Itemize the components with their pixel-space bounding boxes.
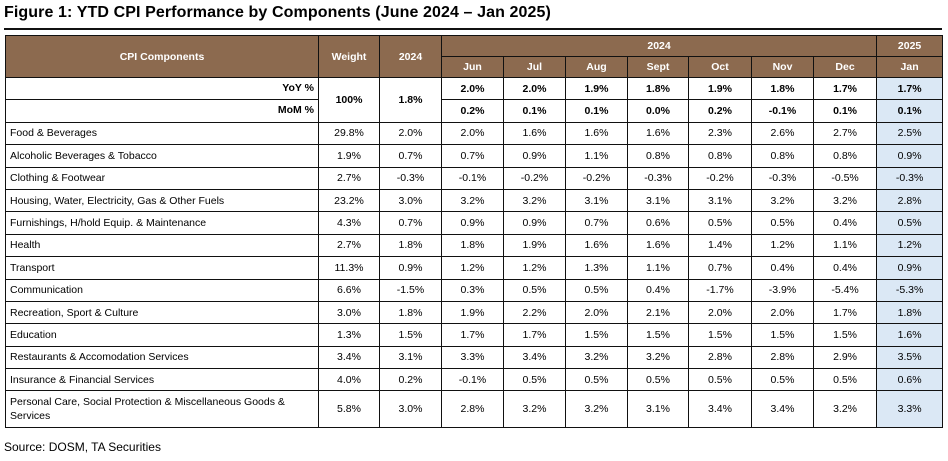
component-value: -0.2%: [689, 167, 752, 189]
component-value: 1.2%: [877, 234, 943, 256]
yoy-value: 1.8%: [752, 78, 814, 100]
component-name: Furnishings, H/hold Equip. & Maintenance: [6, 212, 319, 234]
component-2024: 2.0%: [380, 122, 442, 144]
table-row: [6, 279, 943, 301]
component-value: 3.1%: [628, 189, 689, 211]
table-row: [6, 391, 943, 428]
mom-value: 0.1%: [814, 100, 877, 122]
component-value: 3.2%: [442, 189, 504, 211]
component-2024: 0.9%: [380, 257, 442, 279]
component-value: -0.3%: [877, 167, 943, 189]
header-month: Sept: [628, 57, 689, 78]
table-row: [6, 369, 943, 391]
component-weight: 2.7%: [319, 234, 380, 256]
component-value: 0.4%: [814, 257, 877, 279]
component-weight: 6.6%: [319, 279, 380, 301]
component-value: 3.1%: [628, 391, 689, 428]
component-value: 0.5%: [752, 369, 814, 391]
figure-title: Figure 1: YTD CPI Performance by Components (June 2024 – Jan 2025): [4, 4, 551, 21]
component-value: 2.9%: [814, 346, 877, 368]
component-weight: 11.3%: [319, 257, 380, 279]
mom-value: 0.0%: [628, 100, 689, 122]
component-value: 1.5%: [628, 324, 689, 346]
cpi-table: [5, 35, 943, 428]
component-value: 2.8%: [442, 391, 504, 428]
component-weight: 1.3%: [319, 324, 380, 346]
component-value: 1.4%: [689, 234, 752, 256]
component-value: 0.9%: [877, 145, 943, 167]
yoy-value: 2.0%: [504, 78, 566, 100]
header-month: Oct: [689, 57, 752, 78]
component-value: 0.3%: [442, 279, 504, 301]
component-value: 1.5%: [566, 324, 628, 346]
component-value: 3.2%: [814, 391, 877, 428]
component-value: 0.5%: [504, 279, 566, 301]
table-row: [6, 167, 943, 189]
component-weight: 4.3%: [319, 212, 380, 234]
component-value: 1.6%: [877, 324, 943, 346]
table-row: [6, 257, 943, 279]
mom-value: -0.1%: [752, 100, 814, 122]
component-value: 0.4%: [814, 212, 877, 234]
component-value: 2.1%: [628, 301, 689, 323]
component-value: 2.8%: [752, 346, 814, 368]
component-value: 3.2%: [566, 391, 628, 428]
component-value: 1.1%: [566, 145, 628, 167]
component-name: Education: [6, 324, 319, 346]
mom-label: MoM %: [277, 104, 314, 117]
component-value: -1.7%: [689, 279, 752, 301]
header-month: Jun: [442, 57, 504, 78]
component-name: Clothing & Footwear: [6, 167, 319, 189]
component-name: Food & Beverages: [6, 122, 319, 144]
component-2024: 0.2%: [380, 369, 442, 391]
summary-label-cell: [6, 78, 319, 123]
component-value: 2.8%: [689, 346, 752, 368]
table-row: [6, 234, 943, 256]
component-value: 3.4%: [689, 391, 752, 428]
component-weight: 3.4%: [319, 346, 380, 368]
component-value: 2.0%: [752, 301, 814, 323]
component-value: 3.2%: [752, 189, 814, 211]
table-row: [6, 212, 943, 234]
component-value: 3.5%: [877, 346, 943, 368]
component-value: 2.0%: [566, 301, 628, 323]
component-weight: 23.2%: [319, 189, 380, 211]
component-value: 3.2%: [504, 189, 566, 211]
header-group-2025: 2025: [877, 36, 943, 57]
component-value: 3.4%: [504, 346, 566, 368]
component-value: 2.7%: [814, 122, 877, 144]
component-value: 1.6%: [566, 122, 628, 144]
component-value: 3.2%: [504, 391, 566, 428]
component-value: 0.9%: [504, 212, 566, 234]
yoy-label: YoY %: [6, 78, 318, 100]
component-2024: 1.5%: [380, 324, 442, 346]
component-value: 1.1%: [814, 234, 877, 256]
yoy-value: 1.9%: [689, 78, 752, 100]
component-value: 0.8%: [628, 145, 689, 167]
component-value: 0.7%: [566, 212, 628, 234]
component-value: 0.4%: [628, 279, 689, 301]
component-name: Restaurants & Accomodation Services: [6, 346, 319, 368]
component-value: -0.2%: [504, 167, 566, 189]
mom-value: 0.1%: [877, 100, 943, 122]
yoy-value: 1.8%: [628, 78, 689, 100]
component-2024: -0.3%: [380, 167, 442, 189]
component-value: 0.5%: [628, 369, 689, 391]
component-value: 2.8%: [877, 189, 943, 211]
component-name: Health: [6, 234, 319, 256]
component-weight: 4.0%: [319, 369, 380, 391]
component-2024: 0.7%: [380, 212, 442, 234]
component-value: 3.3%: [442, 346, 504, 368]
component-2024: 3.0%: [380, 189, 442, 211]
component-value: -0.3%: [752, 167, 814, 189]
component-value: -5.3%: [877, 279, 943, 301]
component-2024: 3.0%: [380, 391, 442, 428]
component-value: -0.1%: [442, 167, 504, 189]
component-weight: 2.7%: [319, 167, 380, 189]
component-value: 1.5%: [689, 324, 752, 346]
component-value: 3.4%: [752, 391, 814, 428]
table-row: [6, 122, 943, 144]
component-value: 1.9%: [442, 301, 504, 323]
mom-value: 0.1%: [504, 100, 566, 122]
component-value: 0.5%: [689, 369, 752, 391]
component-name: Recreation, Sport & Culture: [6, 301, 319, 323]
component-name: Housing, Water, Electricity, Gas & Other Fuels: [6, 189, 319, 211]
component-value: -0.3%: [628, 167, 689, 189]
yoy-value: 1.9%: [566, 78, 628, 100]
component-value: 3.2%: [814, 189, 877, 211]
component-value: 3.2%: [566, 346, 628, 368]
component-value: 2.0%: [442, 122, 504, 144]
summary-weight: 100%: [319, 78, 380, 123]
mom-value: 0.2%: [689, 100, 752, 122]
component-value: 0.9%: [877, 257, 943, 279]
component-value: 0.9%: [504, 145, 566, 167]
component-value: 0.5%: [689, 212, 752, 234]
header-month: Jul: [504, 57, 566, 78]
component-value: 0.6%: [877, 369, 943, 391]
component-weight: 1.9%: [319, 145, 380, 167]
header-group-2024: 2024: [442, 36, 877, 57]
component-value: 1.8%: [877, 301, 943, 323]
component-name: Transport: [6, 257, 319, 279]
header-month: Nov: [752, 57, 814, 78]
component-value: 0.7%: [689, 257, 752, 279]
component-value: 1.6%: [566, 234, 628, 256]
component-name: Insurance & Financial Services: [6, 369, 319, 391]
component-value: -5.4%: [814, 279, 877, 301]
component-value: 0.5%: [566, 369, 628, 391]
component-value: 1.2%: [752, 234, 814, 256]
component-weight: 5.8%: [319, 391, 380, 428]
component-value: -0.5%: [814, 167, 877, 189]
component-value: -0.2%: [566, 167, 628, 189]
component-weight: 29.8%: [319, 122, 380, 144]
yoy-value: 1.7%: [814, 78, 877, 100]
component-2024: -1.5%: [380, 279, 442, 301]
header-month: Dec: [814, 57, 877, 78]
component-value: 2.2%: [504, 301, 566, 323]
component-weight: 3.0%: [319, 301, 380, 323]
component-name: Alcoholic Beverages & Tobacco: [6, 145, 319, 167]
component-value: -0.1%: [442, 369, 504, 391]
component-value: 0.8%: [814, 145, 877, 167]
component-2024: 1.8%: [380, 234, 442, 256]
component-value: 1.2%: [504, 257, 566, 279]
component-value: 0.7%: [442, 145, 504, 167]
component-2024: 1.8%: [380, 301, 442, 323]
component-value: 1.7%: [814, 301, 877, 323]
component-value: 0.9%: [442, 212, 504, 234]
header-components: CPI Components: [6, 36, 319, 78]
component-value: 0.5%: [752, 212, 814, 234]
component-value: 1.5%: [752, 324, 814, 346]
component-name: Personal Care, Social Protection & Miscellaneous Goods & Services: [6, 391, 319, 428]
component-value: -3.9%: [752, 279, 814, 301]
mom-value: 0.2%: [442, 100, 504, 122]
component-value: 3.3%: [877, 391, 943, 428]
header-2024: 2024: [380, 36, 442, 78]
component-value: 0.8%: [689, 145, 752, 167]
component-value: 0.5%: [877, 212, 943, 234]
component-2024: 0.7%: [380, 145, 442, 167]
component-value: 2.3%: [689, 122, 752, 144]
table-row: [6, 145, 943, 167]
component-value: 0.5%: [504, 369, 566, 391]
component-value: 3.2%: [628, 346, 689, 368]
component-name: Communication: [6, 279, 319, 301]
mom-value: 0.1%: [566, 100, 628, 122]
component-value: 0.5%: [814, 369, 877, 391]
component-value: 0.8%: [752, 145, 814, 167]
header-month: Jan: [877, 57, 943, 78]
table-row: [6, 189, 943, 211]
title-rule: [4, 28, 942, 30]
yoy-value: 2.0%: [442, 78, 504, 100]
component-value: 3.1%: [689, 189, 752, 211]
component-value: 0.5%: [566, 279, 628, 301]
source-note: Source: DOSM, TA Securities: [4, 440, 161, 454]
component-value: 1.5%: [814, 324, 877, 346]
component-value: 1.2%: [442, 257, 504, 279]
table-row: [6, 301, 943, 323]
component-value: 1.6%: [628, 122, 689, 144]
component-value: 0.4%: [752, 257, 814, 279]
component-value: 2.5%: [877, 122, 943, 144]
table-row: [6, 324, 943, 346]
component-value: 1.9%: [504, 234, 566, 256]
component-value: 1.1%: [628, 257, 689, 279]
component-value: 0.6%: [628, 212, 689, 234]
yoy-value: 1.7%: [877, 78, 943, 100]
component-value: 1.6%: [504, 122, 566, 144]
component-value: 3.1%: [566, 189, 628, 211]
component-value: 1.7%: [504, 324, 566, 346]
component-value: 1.6%: [628, 234, 689, 256]
table-row: [6, 346, 943, 368]
component-2024: 3.1%: [380, 346, 442, 368]
summary-2024: 1.8%: [380, 78, 442, 123]
component-value: 2.0%: [689, 301, 752, 323]
component-value: 1.7%: [442, 324, 504, 346]
component-value: 1.8%: [442, 234, 504, 256]
header-month: Aug: [566, 57, 628, 78]
component-value: 2.6%: [752, 122, 814, 144]
header-weight: Weight: [319, 36, 380, 78]
component-value: 1.3%: [566, 257, 628, 279]
